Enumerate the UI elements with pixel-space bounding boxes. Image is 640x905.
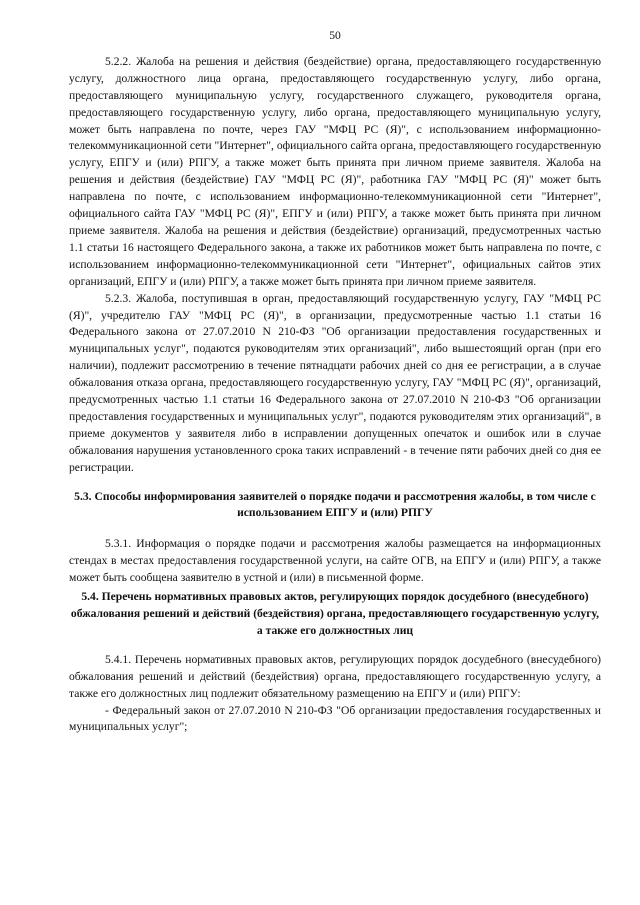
paragraph-5-2-2: 5.2.2. Жалоба на решения и действия (бездействие) органа, предоставляющего государственную услугу, должностного лица органа, предоставляющего государственную услугу, либо органа, предоставляющего муниципальную услугу, государственного служащего, руководителя органа, предоставляющего государственную услугу, либо органа, предоставляющего муниципальную услугу, может быть направлена по почте, через ГАУ "МФЦ РС (Я)", с использованием информационно-телекоммуникационной сети "Интернет", официального сайта органа, предоставляющего государственную услугу, ЕПГУ и (или) РПГУ, а также может быть принята при личном приеме заявителя. Жалоба на решения и действия (бездействие) ГАУ "МФЦ РС (Я)", работника ГАУ "МФЦ РС (Я)" может быть направлена по почте, с использованием информационно-телекоммуникационной сети "Интернет", официального сайта ГАУ "МФЦ РС (Я)", ЕПГУ и (или) РПГУ, а также может быть принята при личном приеме заявителя. Жалоба на решения и действия (бездействие) организаций, предусмотренных частью 1.1 статьи 16 настоящего Федерального закона, а также их работников может быть направлена по почте, с использованием информационно-телекоммуникационной сети "Интернет", официальных сайтов этих организаций, ЕПГУ и (или) РПГУ, а также может быть принята при личном приеме заявителя. [69,54,601,288]
document-page [69,28,601,736]
paragraph-5-4-1: 5.4.1. Перечень нормативных правовых актов, регулирующих порядок досудебного (внесудебного) обжалования решений и действий (бездействия) органа, предоставляющего государственную услугу, а также его должностных лиц подлежит обязательному размещению на ЕПГУ и (или) РПГУ: [69,652,601,700]
section-heading-5-4: 5.4. Перечень нормативных правовых актов, регулирующих порядок досудебного (внесудебного) обжалования решений и действий (бездействия) органа, предоставляющего государственную услугу, а также его должностных лиц [70,590,600,637]
page-number: 50 [329,29,341,42]
paragraph-5-3-1: 5.3.1. Информация о порядке подачи и рассмотрения жалобы размещается на информационных стендах в местах предоставления государственной услуги, на сайте ОГВ, на ЕПГУ и (или) РПГУ, а также может быть сообщена заявителю в устной и (или) в письменной форме. [69,537,601,585]
paragraph-5-2-3: 5.2.3. Жалоба, поступившая в орган, предоставляющий государственную услугу, ГАУ "МФЦ РС (Я)", учредителю ГАУ "МФЦ РС (Я)", в организации, предусмотренные частью 1.1 статьи 16 Федерального закона от 27.07.2010 N 210-ФЗ "Об организации предоставления государственных и муниципальных услуг", подаются руководителям этих организаций", либо вышестоящий орган (при его наличии), подлежит рассмотрению в течение пятнадцати рабочих дней со дня ее регистрации, а в случае обжалования отказа органа, предоставляющего государственную услугу, ГАУ "МФЦ РС (Я)", организаций, предусмотренных частью 1.1 статьи 16 Федерального закона от 27.07.2010 N 210-ФЗ "Об организации предоставления государственных и муниципальных услуг", подаются руководителям этих организаций", в приеме документов у заявителя либо в исправлении допущенных опечаток и ошибок или в случае обжалования нарушения установленного срока таких исправлений - в течение пяти рабочих дней со дня ее регистрации. [69,291,601,474]
list-item-federal-law: - Федеральный закон от 27.07.2010 N 210-ФЗ "Об организации предоставления государственных и муниципальных услуг"; [69,703,601,734]
section-heading-5-3: 5.3. Способы информирования заявителей о порядке подачи и рассмотрения жалобы, в том числе с использованием ЕПГУ и (или) РПГУ [74,489,596,520]
